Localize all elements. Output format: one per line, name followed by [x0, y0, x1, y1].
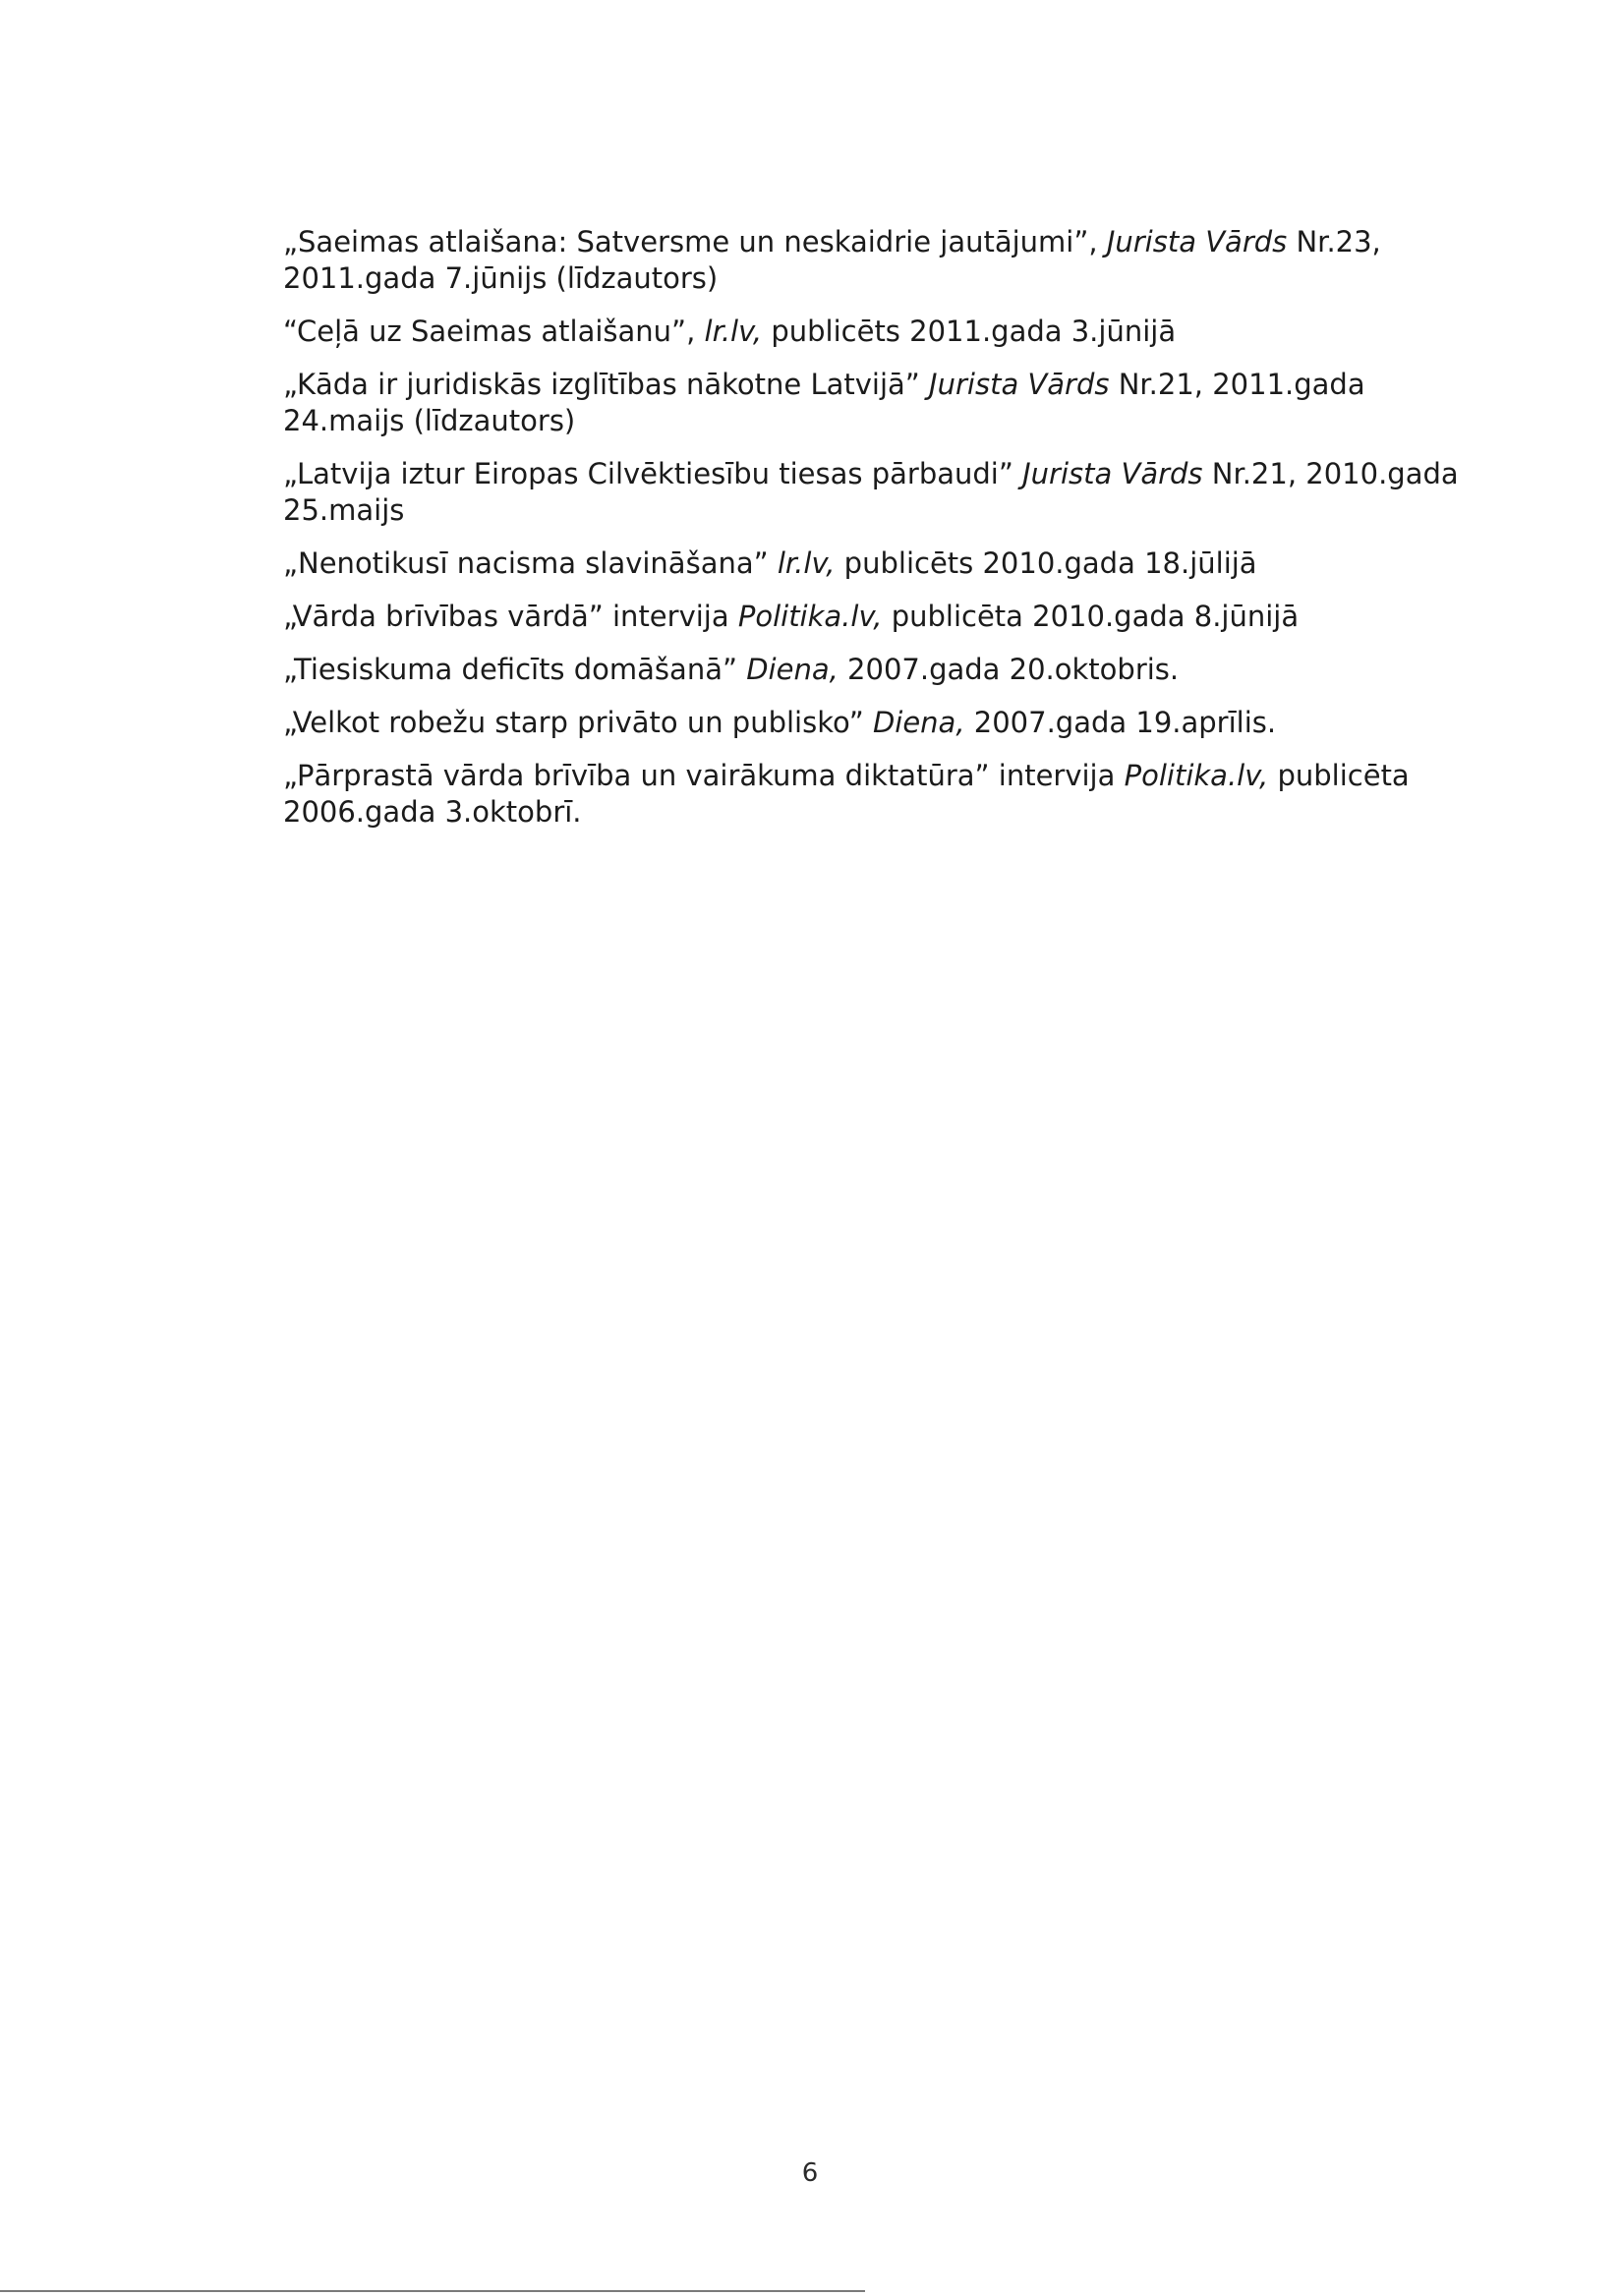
scan-edge-line [0, 2290, 865, 2292]
entry-title: „Tiesiskuma deficīts domāšanā” [283, 653, 747, 686]
entry-title: “Ceļā uz Saeimas atlaišanu”, [283, 315, 705, 348]
entry-details: Nr.21, 2011.gada 24.maijs (līdzautors) [283, 368, 1365, 437]
entry-source: Diena, [746, 653, 839, 686]
publication-entry [283, 456, 1492, 529]
entry-source: Jurista Vārds [929, 368, 1110, 401]
entry-details: publicēta 2010.gada 8.jūnijā [882, 600, 1300, 633]
entry-title: „Vārda brīvības vārdā” intervija [283, 600, 738, 633]
entry-source: Politika.lv, [737, 600, 883, 633]
entry-title: „Kāda ir juridiskās izglītības nākotne Latvijā” [283, 368, 930, 401]
entry-source: Jurista Vārds [1106, 225, 1288, 258]
entry-title: „Nenotikusī nacisma slavināšana” [283, 546, 778, 580]
entry-source: Diena, [872, 706, 965, 739]
entry-details: Nr.21, 2010.gada 25.maijs [283, 457, 1459, 527]
publication-list [283, 224, 1492, 831]
entry-title: „Pārprastā vārda brīvība un vairākuma diktatūra” intervija [283, 759, 1125, 792]
entry-details: 2007.gada 20.oktobris. [838, 653, 1180, 686]
entry-source: lr.lv, [777, 546, 836, 580]
entry-details: publicēts 2010.gada 18.jūlijā [835, 546, 1257, 580]
entry-details: publicēta 2006.gada 3.oktobrī. [283, 759, 1410, 829]
publication-entry [283, 652, 1492, 688]
entry-details: Nr.23, 2011.gada 7.jūnijs (līdzautors) [283, 225, 1381, 295]
entry-details: 2007.gada 19.aprīlis. [964, 706, 1277, 739]
publication-entry [283, 367, 1492, 439]
entry-source: Politika.lv, [1124, 759, 1269, 792]
page-number: 6 [801, 2158, 819, 2188]
entry-title: „Latvija iztur Eiropas Cilvēktiesību tiesas pārbaudi” [283, 457, 1023, 490]
entry-title: „Velkot robežu starp privāto un publisko” [283, 706, 873, 739]
entry-details: publicēts 2011.gada 3.jūnijā [762, 315, 1177, 348]
entry-title: „Saeimas atlaišana: Satversme un neskaidrie jautājumi”, [283, 225, 1107, 258]
publication-entry [283, 545, 1492, 582]
entry-source: Jurista Vārds [1022, 457, 1203, 490]
publication-entry [283, 314, 1492, 350]
publication-entry [283, 705, 1492, 741]
publication-entry [283, 224, 1492, 297]
publication-entry [283, 599, 1492, 635]
publication-entry [283, 758, 1492, 831]
entry-source: lr.lv, [704, 315, 763, 348]
